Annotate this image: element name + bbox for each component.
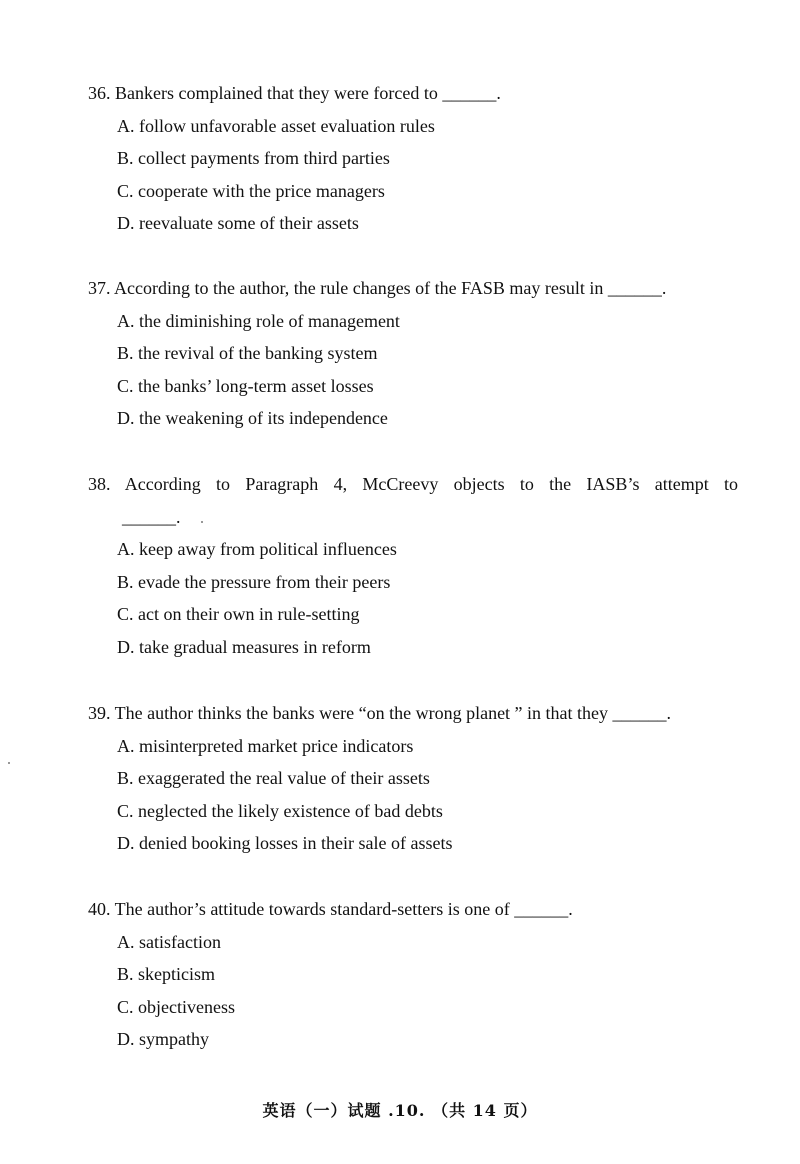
- option-b: B. collect payments from third parties: [117, 148, 390, 168]
- question-stem: 37. According to the author, the rule changes of the FASB may result in ______.: [88, 278, 667, 298]
- option-a: A. satisfaction: [117, 931, 221, 952]
- question-39: [88, 697, 738, 860]
- option-c: C. objectiveness: [117, 996, 235, 1017]
- option-a: A. keep away from political influences: [117, 539, 397, 559]
- question-36: [88, 77, 738, 240]
- option-d: D. the weakening of its independence: [117, 408, 388, 428]
- option-d: D. sympathy: [117, 1029, 209, 1049]
- option-d: D. reevaluate some of their assets: [117, 213, 359, 233]
- option-a: A. the diminishing role of management: [117, 310, 400, 331]
- option-list: [88, 926, 738, 1056]
- question-stem: 40. The author’s attitude towards standard-setters is one of ______.: [88, 899, 573, 919]
- option-a: A. misinterpreted market price indicators: [117, 735, 414, 756]
- question-stem: 39. The author thinks the banks were “on the wrong planet ” in that they ______.: [88, 703, 672, 723]
- scan-speck: [8, 762, 10, 764]
- question-38: [88, 468, 738, 663]
- question-stem: 36. Bankers complained that they were forced to ______.: [88, 83, 501, 103]
- option-list: [88, 730, 738, 860]
- option-d: D. denied booking losses in their sale of assets: [117, 833, 453, 853]
- option-c: C. act on their own in rule-setting: [117, 604, 360, 624]
- option-c: C. cooperate with the price managers: [117, 180, 385, 201]
- question-stem-blank: ______.: [122, 506, 181, 527]
- page-footer: 英语（一）试题 .10. （共 14 页）: [262, 1101, 538, 1120]
- option-b: B. the revival of the banking system: [117, 343, 378, 363]
- option-list: [88, 110, 738, 240]
- scan-speck: [201, 521, 203, 523]
- option-c: C. neglected the likely existence of bad debts: [117, 800, 443, 821]
- option-c: C. the banks’ long-term asset losses: [117, 375, 374, 396]
- option-a: A. follow unfavorable asset evaluation rules: [117, 115, 435, 136]
- option-d: D. take gradual measures in reform: [117, 636, 371, 657]
- question-37: [88, 272, 738, 435]
- option-list: [88, 305, 738, 435]
- option-b: B. skepticism: [117, 964, 215, 984]
- option-list: [88, 533, 738, 663]
- question-stem: 38. According to Paragraph 4, McCreevy objects to the IASB’s attempt to: [88, 474, 738, 494]
- option-b: B. evade the pressure from their peers: [117, 571, 391, 592]
- question-40: [88, 893, 738, 1056]
- option-b: B. exaggerated the real value of their assets: [117, 768, 430, 788]
